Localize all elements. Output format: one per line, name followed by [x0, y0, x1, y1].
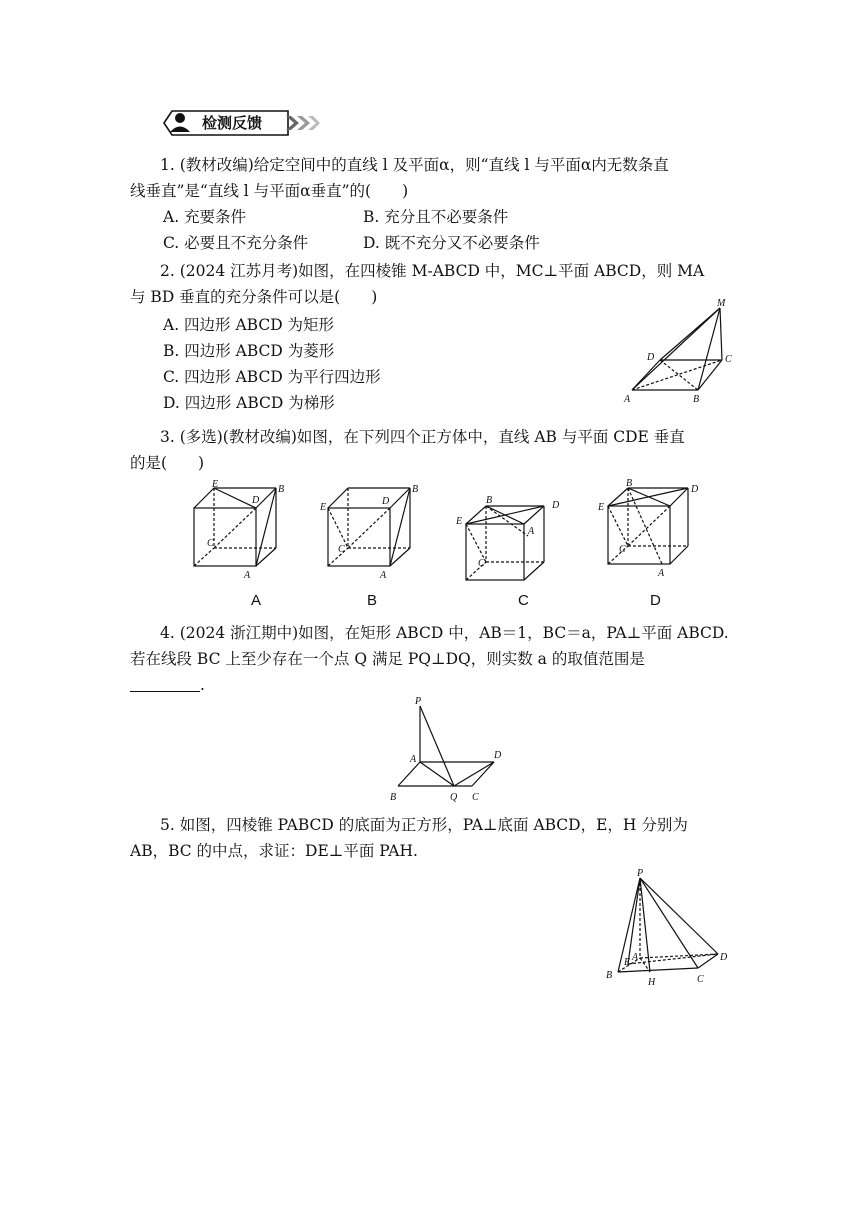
- q2-option-a: A. 四边形 ABCD 为矩形: [163, 316, 335, 334]
- cube-d-label-c: C: [619, 544, 626, 555]
- q2-line1: 2. (2024 江苏月考)如图，在四棱锥 M-ABCD 中，MC⊥平面 ABCD，则 MA: [160, 262, 705, 280]
- cube-b-label-c: C: [338, 544, 345, 555]
- cube-d-label-d: D: [691, 484, 699, 495]
- q2-option-c: C. 四边形 ABCD 为平行四边形: [163, 368, 381, 386]
- cube-caption-b: B: [367, 592, 378, 609]
- cube-c-label-e: E: [456, 516, 463, 527]
- q5-line2: AB，BC 的中点，求证：DE⊥平面 PAH.: [130, 842, 418, 860]
- rectangle-pa-figure: [384, 694, 514, 806]
- q3-line1: 3. (多选)(教材改编)如图，在下列四个正方体中，直线 AB 与平面 CDE 垂直: [160, 428, 685, 446]
- cube-caption-c: C: [518, 592, 529, 609]
- q1-option-a: A. 充要条件: [163, 208, 247, 226]
- q4-line1: 4. (2024 浙江期中)如图，在矩形 ABCD 中，AB＝1，BC＝a，PA⊥平面 ABCD.: [160, 624, 729, 642]
- pyramid-pabcd-figure: [600, 864, 740, 988]
- q1-line2: 线垂直”是“直线 l 与平面α垂直”的( ): [130, 182, 409, 200]
- label-a: A: [410, 754, 417, 765]
- cube-caption-a: A: [251, 592, 262, 609]
- cube-c-label-c: C: [478, 558, 485, 569]
- label-e: E: [624, 957, 631, 968]
- label-d: D: [647, 352, 655, 363]
- label-a: A: [632, 952, 639, 963]
- label-p: P: [415, 696, 422, 707]
- label-d: D: [720, 952, 728, 963]
- cube-b-label-d: D: [382, 496, 390, 507]
- answer-blank[interactable]: [130, 673, 200, 692]
- cube-caption-d: D: [650, 592, 661, 609]
- cube-d-label-e: E: [598, 502, 605, 513]
- label-h: H: [648, 977, 656, 988]
- cube-b-label-a: A: [380, 570, 387, 581]
- label-c: C: [697, 974, 704, 985]
- q1-line1: 1. (教材改编)给定空间中的直线 l 及平面α，则“直线 l 与平面α内无数条直: [160, 156, 669, 174]
- cube-c-label-d: D: [552, 500, 560, 511]
- cube-c-label-b: B: [486, 495, 493, 506]
- q2-option-d: D. 四边形 ABCD 为梯形: [163, 394, 335, 412]
- q1-option-d: D. 既不充分又不必要条件: [363, 234, 540, 252]
- cube-b-label-b: B: [412, 484, 419, 495]
- label-q: Q: [450, 792, 458, 803]
- label-a: A: [624, 394, 631, 405]
- cube-b-label-e: E: [320, 502, 327, 513]
- cube-a-label-e: E: [212, 479, 219, 490]
- cube-a-label-a: A: [244, 570, 251, 581]
- cube-a-label-c: C: [207, 538, 214, 549]
- label-b: B: [693, 394, 700, 405]
- cube-a-label-b: B: [278, 484, 285, 495]
- cube-a-label-d: D: [252, 495, 260, 506]
- label-c: C: [725, 354, 732, 365]
- label-b: B: [390, 792, 397, 803]
- section-header: [160, 108, 320, 138]
- cube-figure-b: [318, 478, 428, 584]
- label-c: C: [472, 792, 479, 803]
- cube-figure-c: [452, 490, 570, 590]
- pyramid-m-abcd-figure: [620, 296, 740, 408]
- cube-figure-d: [594, 476, 712, 582]
- q5-line1: 5. 如图，四棱锥 PABCD 的底面为正方形，PA⊥底面 ABCD，E，H 分别为: [160, 816, 688, 834]
- cube-d-label-b: B: [626, 478, 633, 489]
- q3-line2: 的是( ): [130, 454, 205, 472]
- cube-figure-a: [184, 478, 294, 584]
- q1-option-b: B. 充分且不必要条件: [363, 208, 509, 226]
- label-d: D: [494, 750, 502, 761]
- label-p: P: [637, 868, 644, 879]
- q2-line2: 与 BD 垂直的充分条件可以是( ): [130, 288, 378, 306]
- cube-c-label-a: A: [528, 526, 535, 537]
- q1-option-c: C. 必要且不充分条件: [163, 234, 309, 252]
- q2-option-b: B. 四边形 ABCD 为菱形: [163, 342, 335, 360]
- label-b: B: [606, 970, 613, 981]
- q4-line3-period: .: [200, 676, 205, 694]
- header-title: 检测反馈: [202, 114, 263, 132]
- q4-line2: 若在线段 BC 上至少存在一个点 Q 满足 PQ⊥DQ，则实数 a 的取值范围是: [130, 650, 645, 668]
- cube-d-label-a: A: [658, 568, 665, 579]
- label-m: M: [717, 298, 726, 309]
